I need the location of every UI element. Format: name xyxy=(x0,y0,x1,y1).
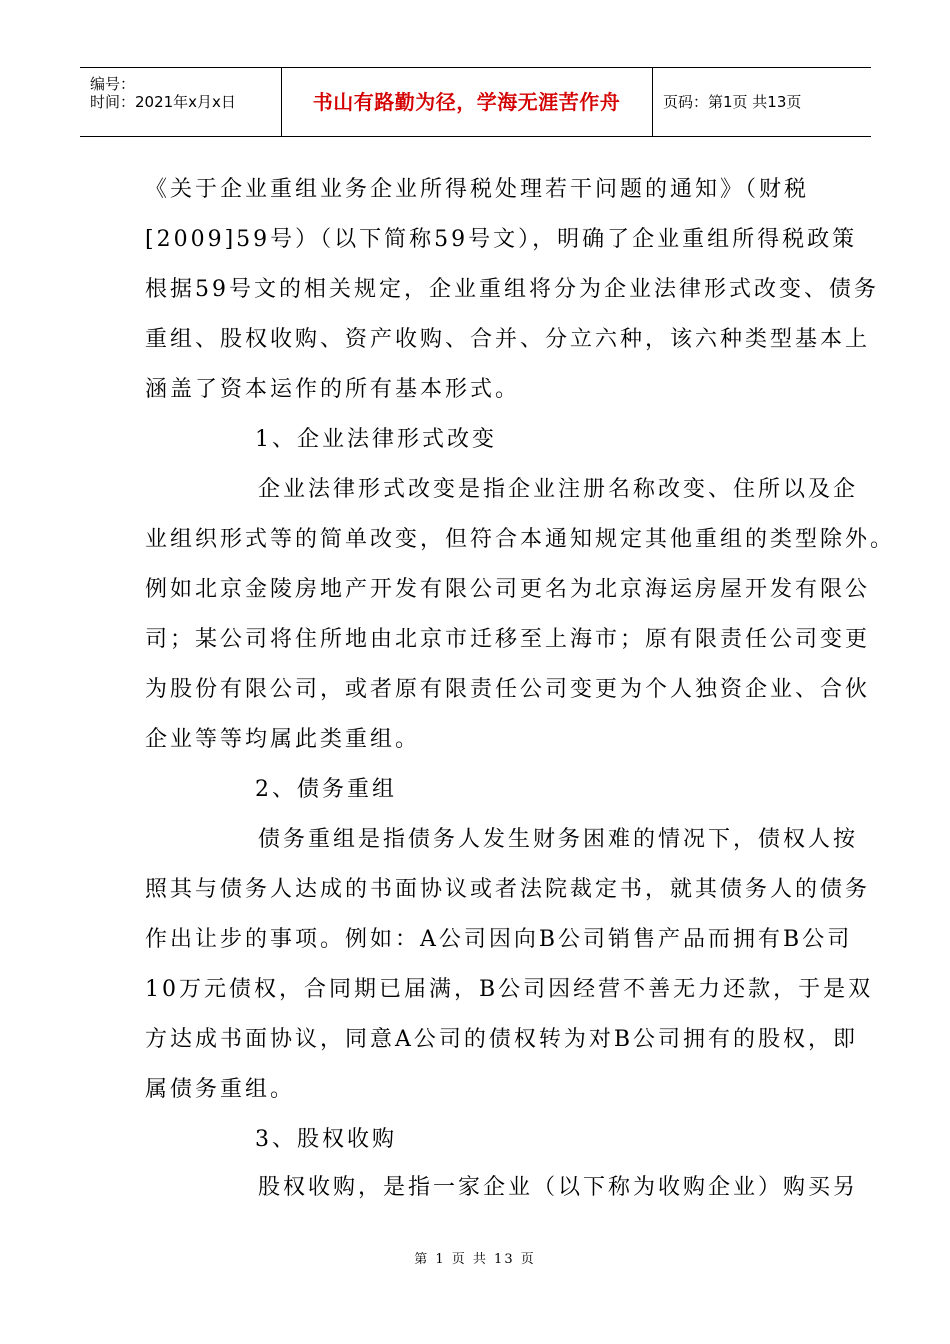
body-line: 企业等等均属此类重组。 xyxy=(145,727,421,752)
body-line: 业组织形式等的简单改变，但符合本通知规定其他重组的类型除外。 xyxy=(145,527,896,552)
body-line: 方达成书面协议，同意A公司的债权转为对B公司拥有的股权，即 xyxy=(145,1027,859,1052)
header-motto: 书山有路勤为径，学海无涯苦作舟 xyxy=(281,68,653,136)
header-page-info: 页码：第1页 共13页 xyxy=(663,93,802,111)
body-line: 股权收购，是指一家企业（以下称为收购企业）购买另 xyxy=(258,1175,859,1200)
section-heading: 2、债务重组 xyxy=(255,777,397,802)
body-line: [2009]59号）（以下简称59号文），明确了企业重组所得税政策 xyxy=(145,227,858,252)
document-time-label: 时间：2021年x月x日 xyxy=(90,93,236,111)
page-footer: 第 1 页 共 13 页 xyxy=(414,1252,536,1267)
section-heading: 3、股权收购 xyxy=(255,1127,397,1152)
document-header xyxy=(80,67,871,137)
body-line: 照其与债务人达成的书面协议或者法院裁定书，就其债务人的债务 xyxy=(145,877,871,902)
body-line: 涵盖了资本运作的所有基本形式。 xyxy=(145,377,521,402)
section-heading: 1、企业法律形式改变 xyxy=(255,427,497,452)
body-line: 根据59号文的相关规定，企业重组将分为企业法律形式改变、债务 xyxy=(145,277,879,302)
body-line: 《关于企业重组业务企业所得税处理若干问题的通知》（财税 xyxy=(145,177,810,202)
body-line: 10万元债权，合同期已届满，B公司因经营不善无力还款，于是双 xyxy=(145,977,874,1002)
body-line: 作出让步的事项。例如：A公司因向B公司销售产品而拥有B公司 xyxy=(145,927,853,952)
body-line: 债务重组是指债务人发生财务困难的情况下，债权人按 xyxy=(258,827,859,852)
document-number-label: 编号： xyxy=(90,75,136,93)
body-line: 属债务重组。 xyxy=(145,1077,296,1102)
body-line: 企业法律形式改变是指企业注册名称改变、住所以及企 xyxy=(258,477,859,502)
body-line: 例如北京金陵房地产开发有限公司更名为北京海运房屋开发有限公 xyxy=(145,577,871,602)
body-line: 重组、股权收购、资产收购、合并、分立六种，该六种类型基本上 xyxy=(145,327,871,352)
body-line: 为股份有限公司，或者原有限责任公司变更为个人独资企业、合伙 xyxy=(145,677,871,702)
body-line: 司；某公司将住所地由北京市迁移至上海市；原有限责任公司变更 xyxy=(145,627,871,652)
header-meta-cell xyxy=(80,68,282,136)
